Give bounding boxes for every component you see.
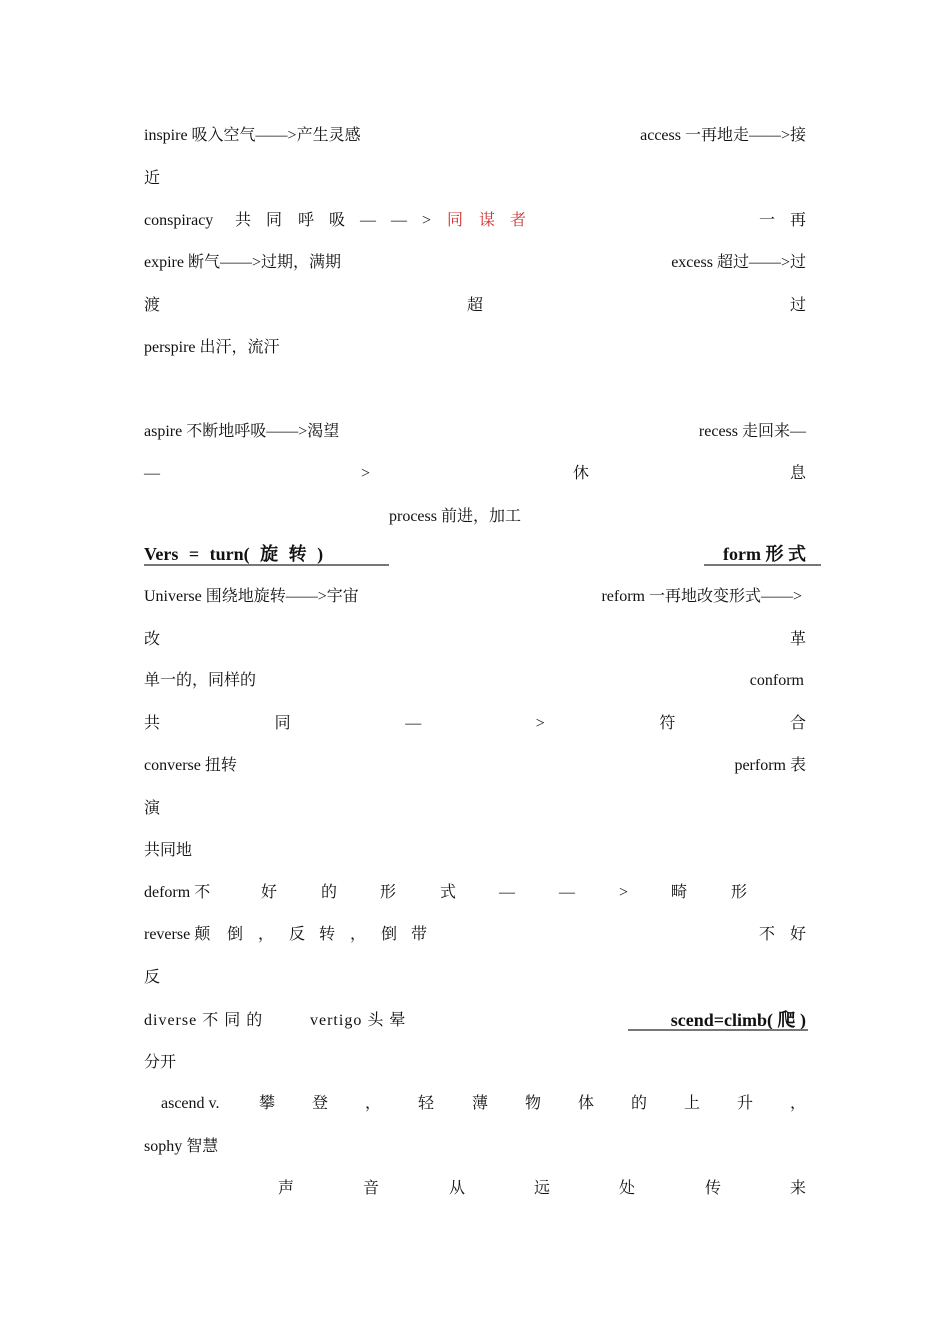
heading-vers: Vers = turn( 旋 转 )	[144, 544, 324, 564]
entry-sophy: sophy 智慧	[144, 1138, 219, 1155]
heading-scend: scend=climb( 爬 )	[670, 1010, 806, 1030]
ascend-seg: 登	[312, 1095, 329, 1112]
ascend-seg: 轻	[418, 1095, 435, 1112]
reverse-seg: 倒	[227, 926, 244, 943]
reverse-seg: 倒	[381, 926, 398, 943]
entry-conform: conform	[749, 672, 804, 689]
deform-seg: 好	[261, 884, 278, 901]
entry-vertigo: vertigo 头 晕	[310, 1012, 407, 1029]
conspiracy-right-char: 一	[759, 212, 776, 229]
reform-cont-char: 革	[789, 631, 806, 648]
conform-cont-char: 共	[144, 715, 161, 732]
reverse-right-char: 好	[790, 926, 807, 943]
deform-seg: —	[499, 884, 515, 901]
reverse-seg: 反	[289, 926, 306, 943]
conspiracy-meaning-red: 谋	[479, 212, 496, 229]
conspiracy-right-char: 再	[790, 212, 807, 229]
entry-perform-continued: 演	[144, 800, 161, 817]
entry-conspiracy-term: conspiracy	[144, 212, 214, 229]
sound-char: 传	[705, 1180, 722, 1197]
entry-diverse: diverse 不 同 的	[144, 1012, 264, 1029]
entry-access-continued: 近	[144, 170, 161, 187]
conspiracy-char: —	[360, 212, 376, 229]
deform-seg: 畸	[671, 884, 688, 901]
conspiracy-char: >	[422, 212, 432, 229]
ascend-seg: ，	[790, 1095, 807, 1112]
sound-char: 声	[278, 1180, 295, 1197]
sound-char: 音	[363, 1180, 380, 1197]
reverse-seg: 转	[319, 926, 336, 943]
sound-char: 处	[619, 1180, 636, 1197]
ascend-seg: 升	[737, 1095, 754, 1112]
conform-cont-char: 合	[789, 715, 806, 732]
conspiracy-char: 同	[266, 212, 283, 229]
ascend-seg: 物	[525, 1095, 542, 1112]
entry-single: 单一的，同样的	[144, 672, 257, 689]
ascend-seg: ascend v.	[161, 1095, 220, 1112]
deform-seg: >	[619, 884, 629, 901]
ascend-seg: 体	[578, 1095, 595, 1112]
conform-cont-char: >	[535, 715, 545, 732]
excess-cont-char: 过	[789, 297, 806, 314]
sound-char: 远	[534, 1180, 551, 1197]
entry-recess: recess 走回来—	[698, 423, 806, 440]
excess-cont-char: 超	[466, 297, 483, 314]
conspiracy-char: 共	[235, 212, 252, 229]
reverse-right-char: 不	[759, 926, 776, 943]
conspiracy-meaning-red: 同	[447, 212, 464, 229]
entry-access: access 一再地走——>接	[640, 127, 806, 144]
entry-reverse-continued: 反	[144, 969, 161, 986]
sound-char: 来	[790, 1180, 807, 1197]
reverse-seg: ，	[258, 926, 275, 943]
conform-cont-char: —	[405, 715, 422, 732]
excess-continued-row	[144, 296, 806, 316]
deform-seg: deform 不	[144, 884, 211, 901]
deform-seg: —	[559, 884, 575, 901]
entry-expire: expire 断气——>过期，满期	[144, 254, 342, 271]
deform-seg: 形	[731, 884, 748, 901]
ascend-seg: ，	[365, 1095, 382, 1112]
recess-cont-char: 息	[790, 465, 807, 482]
heading-vers-underline	[144, 564, 389, 566]
heading-scend-underline	[628, 1029, 808, 1031]
reverse-seg: ，	[350, 926, 367, 943]
heading-form: form 形 式	[723, 544, 806, 564]
entry-excess: excess 超过——>过	[671, 254, 806, 271]
conform-cont-char: 符	[659, 715, 676, 732]
deform-seg: 式	[440, 884, 457, 901]
entry-diverse-continued: 分开	[144, 1054, 177, 1071]
reform-cont-char: 改	[144, 631, 161, 648]
deform-seg: 的	[321, 884, 338, 901]
entry-aspire: aspire 不断地呼吸——>渴望	[144, 423, 340, 440]
entry-inspire: inspire 吸入空气——>产生灵感	[144, 127, 361, 144]
reform-continued-row	[144, 630, 806, 650]
excess-cont-char: 渡	[144, 297, 161, 314]
conform-continued-row	[144, 714, 806, 734]
entry-converse-continued: 共同地	[144, 842, 193, 859]
recess-cont-char: —	[144, 465, 160, 482]
conspiracy-meaning-red: 者	[510, 212, 527, 229]
reverse-seg: 带	[411, 926, 428, 943]
reverse-seg: reverse 颠	[144, 926, 211, 943]
entry-converse: converse 扭转	[144, 757, 237, 774]
entry-perspire: perspire 出汗，流汗	[144, 339, 280, 356]
recess-cont-char: 休	[573, 465, 590, 482]
ascend-seg: 的	[631, 1095, 648, 1112]
entry-process: process 前进，加工	[389, 508, 521, 525]
entry-universe: Universe 围绕地旋转——>宇宙	[144, 588, 359, 605]
deform-seg: 形	[380, 884, 397, 901]
heading-form-underline	[704, 564, 821, 566]
conform-cont-char: 同	[274, 715, 291, 732]
entry-reform: reform 一再地改变形式——>	[601, 588, 802, 605]
recess-cont-char: >	[361, 465, 371, 482]
ascend-seg: 上	[684, 1095, 701, 1112]
conspiracy-char: 呼	[298, 212, 315, 229]
ascend-seg: 攀	[259, 1095, 276, 1112]
entry-perform: perform 表	[734, 757, 806, 774]
conspiracy-char: —	[391, 212, 407, 229]
ascend-seg: 薄	[472, 1095, 489, 1112]
conspiracy-char: 吸	[329, 212, 346, 229]
sound-char: 从	[449, 1180, 466, 1197]
